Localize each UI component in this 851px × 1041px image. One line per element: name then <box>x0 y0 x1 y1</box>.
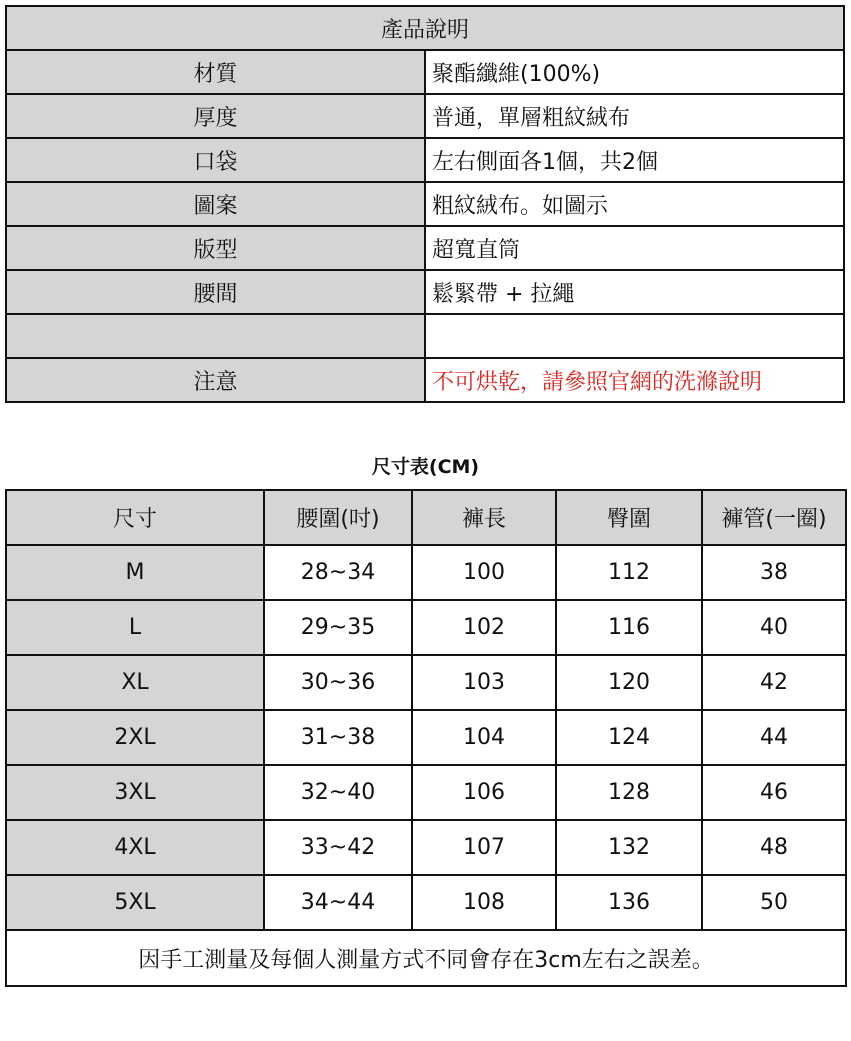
description-label: 圖案 <box>6 182 425 226</box>
leg-opening-cell: 50 <box>702 875 846 930</box>
waist-cell: 29~35 <box>264 600 412 655</box>
description-title-row <box>6 6 844 50</box>
size-cell: XL <box>6 655 264 710</box>
description-row-thickness <box>6 94 844 138</box>
size-chart-heading: 尺寸表(CM) <box>371 456 480 478</box>
size-cell: L <box>6 600 264 655</box>
size-cell: 4XL <box>6 820 264 875</box>
table-row <box>6 820 846 875</box>
length-cell: 106 <box>412 765 556 820</box>
waist-cell: 33~42 <box>264 820 412 875</box>
description-title: 產品說明 <box>6 6 844 50</box>
leg-opening-cell: 42 <box>702 655 846 710</box>
hip-cell: 124 <box>556 710 702 765</box>
description-value: 普通，單層粗紋絨布 <box>425 94 844 138</box>
waist-cell: 31~38 <box>264 710 412 765</box>
waist-cell: 32~40 <box>264 765 412 820</box>
description-label: 腰間 <box>6 270 425 314</box>
hip-cell: 128 <box>556 765 702 820</box>
size-cell: M <box>6 545 264 600</box>
description-value: 粗紋絨布。如圖示 <box>425 182 844 226</box>
hip-cell: 116 <box>556 600 702 655</box>
size-cell: 5XL <box>6 875 264 930</box>
table-row <box>6 710 846 765</box>
description-value: 左右側面各1個，共2個 <box>425 138 844 182</box>
description-row-waist <box>6 270 844 314</box>
description-value <box>425 314 844 358</box>
leg-opening-cell: 40 <box>702 600 846 655</box>
description-row-fit <box>6 226 844 270</box>
column-header: 尺寸 <box>6 490 264 545</box>
table-row <box>6 545 846 600</box>
caution-text: 不可烘乾，請參照官網的洗滌說明 <box>425 358 844 402</box>
description-label: 注意 <box>6 358 425 402</box>
size-cell: 3XL <box>6 765 264 820</box>
length-cell: 107 <box>412 820 556 875</box>
size-chart-table <box>5 489 847 987</box>
description-row-empty <box>6 314 844 358</box>
description-value: 鬆緊帶 + 拉繩 <box>425 270 844 314</box>
description-value: 聚酯纖維(100%) <box>425 50 844 94</box>
description-row-caution <box>6 358 844 402</box>
column-header: 臀圍 <box>556 490 702 545</box>
description-row-pattern <box>6 182 844 226</box>
leg-opening-cell: 48 <box>702 820 846 875</box>
hip-cell: 132 <box>556 820 702 875</box>
size-header-row <box>6 490 846 545</box>
leg-opening-cell: 38 <box>702 545 846 600</box>
description-row-pockets <box>6 138 844 182</box>
description-row-material <box>6 50 844 94</box>
measurement-note: 因手工測量及每個人測量方式不同會存在3cm左右之誤差。 <box>6 930 846 986</box>
product-description-table <box>5 5 845 403</box>
table-row <box>6 655 846 710</box>
description-label: 口袋 <box>6 138 425 182</box>
description-value: 超寬直筒 <box>425 226 844 270</box>
description-label: 材質 <box>6 50 425 94</box>
description-label: 版型 <box>6 226 425 270</box>
length-cell: 108 <box>412 875 556 930</box>
leg-opening-cell: 44 <box>702 710 846 765</box>
table-row <box>6 765 846 820</box>
hip-cell: 120 <box>556 655 702 710</box>
table-row <box>6 600 846 655</box>
length-cell: 102 <box>412 600 556 655</box>
waist-cell: 34~44 <box>264 875 412 930</box>
length-cell: 104 <box>412 710 556 765</box>
description-label <box>6 314 425 358</box>
leg-opening-cell: 46 <box>702 765 846 820</box>
waist-cell: 30~36 <box>264 655 412 710</box>
length-cell: 103 <box>412 655 556 710</box>
size-cell: 2XL <box>6 710 264 765</box>
waist-cell: 28~34 <box>264 545 412 600</box>
column-header: 褲管(一圈) <box>702 490 846 545</box>
description-label: 厚度 <box>6 94 425 138</box>
hip-cell: 136 <box>556 875 702 930</box>
table-row <box>6 875 846 930</box>
hip-cell: 112 <box>556 545 702 600</box>
column-header: 腰圍(吋) <box>264 490 412 545</box>
length-cell: 100 <box>412 545 556 600</box>
column-header: 褲長 <box>412 490 556 545</box>
measurement-note-row <box>6 930 846 986</box>
